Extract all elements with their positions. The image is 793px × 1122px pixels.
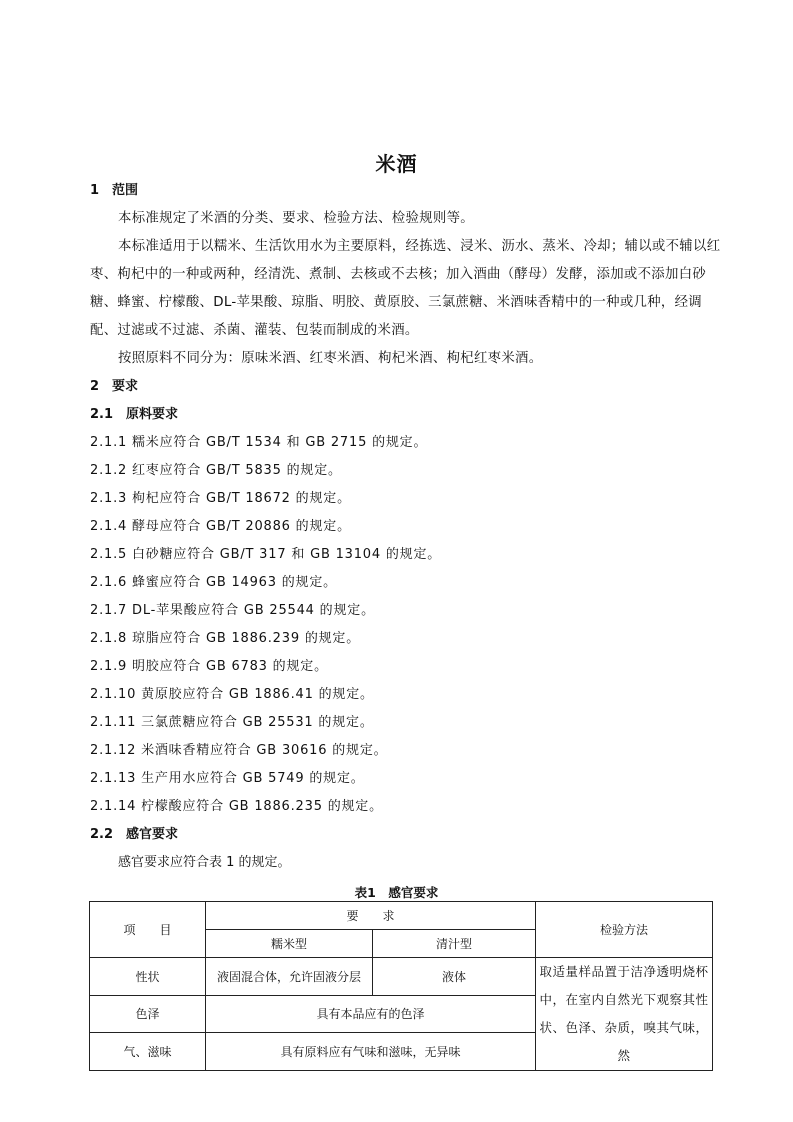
- header-method: 检验方法: [536, 902, 713, 958]
- scope-paragraph-2: 本标准适用于以糯米、生活饮用水为主要原料，经拣选、浸米、沥水、蒸米、冷却；辅以或不辅以红枣、枸杞中的一种或两种，经清洗、煮制、去核或不去核；加入酒曲（酵母）发酵，添加或不添加白砂糖、蜂蜜、柠檬酸、DL-苹果酸、琼脂、明胶、黄原胶、三氯蔗糖、米酒味香精中的一种或几种，经调配、过滤或不过滤、杀菌、灌装、包装而制成的米酒。: [90, 239, 721, 338]
- section-2-heading: 2 要求: [90, 379, 139, 394]
- scope-paragraph-3: 按照原料不同分为：原味米酒、红枣米酒、枸杞米酒、枸杞红枣米酒。: [118, 351, 543, 366]
- list-item: 2.1.8 琼脂应符合 GB 1886.239 的规定。: [90, 631, 361, 646]
- list-item: 2.1.9 明胶应符合 GB 6783 的规定。: [90, 659, 328, 674]
- list-item: 2.1.5 白砂糖应符合 GB/T 317 和 GB 13104 的规定。: [90, 547, 442, 562]
- list-item: 2.1.14 柠檬酸应符合 GB 1886.235 的规定。: [90, 799, 383, 814]
- header-glutinous-type: 糯米型: [206, 930, 373, 958]
- table-cell: 具有原料应有气味和滋味，无异味: [206, 1033, 536, 1071]
- section-1-heading: 1 范围: [90, 183, 139, 198]
- list-item: 2.1.6 蜂蜜应符合 GB 14963 的规定。: [90, 575, 337, 590]
- table-cell: 液固混合体，允许固液分层: [206, 958, 373, 996]
- table-row-item: 色泽: [90, 995, 206, 1033]
- list-item: 2.1.2 红枣应符合 GB/T 5835 的规定。: [90, 463, 342, 478]
- list-item: 2.1.4 酵母应符合 GB/T 20886 的规定。: [90, 519, 351, 534]
- list-item: 2.1.7 DL-苹果酸应符合 GB 25544 的规定。: [90, 603, 375, 618]
- section-2-2-heading: 2.2 感官要求: [90, 827, 179, 842]
- inspection-method-cell: 取适量样品置于洁净透明烧杯中，在室内自然光下观察其性状、色泽、杂质，嗅其气味，然: [536, 958, 713, 1071]
- sensory-reference-text: 感官要求应符合表 1 的规定。: [118, 855, 291, 870]
- list-item: 2.1.12 米酒味香精应符合 GB 30616 的规定。: [90, 743, 388, 758]
- list-item: 2.1.11 三氯蔗糖应符合 GB 25531 的规定。: [90, 715, 374, 730]
- list-item: 2.1.1 糯米应符合 GB/T 1534 和 GB 2715 的规定。: [90, 435, 428, 450]
- table-cell: 液体: [373, 958, 536, 996]
- table-caption: 表1 感官要求: [354, 885, 439, 900]
- table-cell: 具有本品应有的色泽: [206, 995, 536, 1033]
- document-title: 米酒: [375, 152, 418, 176]
- header-item: 项 目: [90, 902, 206, 958]
- list-item: 2.1.3 枸杞应符合 GB/T 18672 的规定。: [90, 491, 351, 506]
- table-row-item: 性状: [90, 958, 206, 996]
- list-item: 2.1.13 生产用水应符合 GB 5749 的规定。: [90, 771, 365, 786]
- table-row-item: 气、滋味: [90, 1033, 206, 1071]
- section-2-1-heading: 2.1 原料要求: [90, 407, 179, 422]
- header-clear-type: 清汁型: [373, 930, 536, 958]
- header-requirement: 要 求: [206, 902, 536, 930]
- sensory-requirements-table: [89, 901, 713, 1071]
- scope-paragraph-1: 本标准规定了米酒的分类、要求、检验方法、检验规则等。: [118, 211, 474, 226]
- list-item: 2.1.10 黄原胶应符合 GB 1886.41 的规定。: [90, 687, 374, 702]
